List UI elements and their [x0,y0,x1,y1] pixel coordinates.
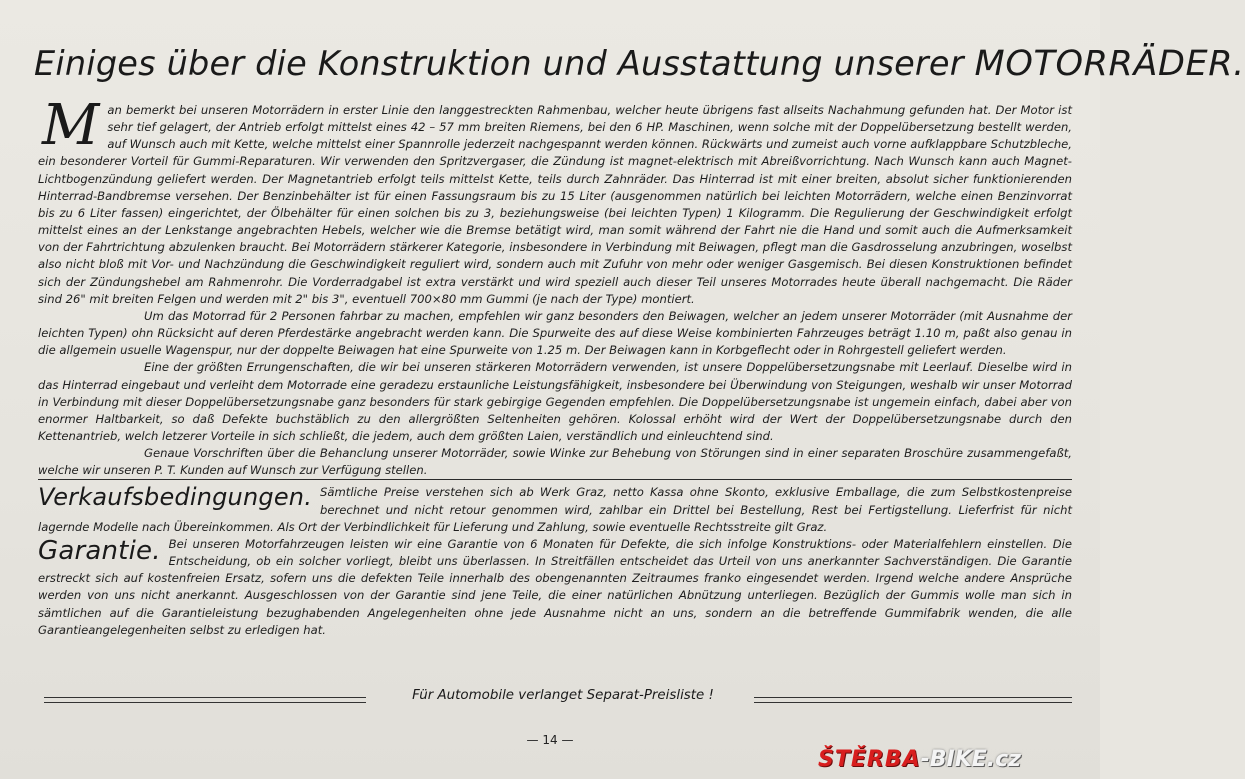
paragraph-construction-text: an bemerkt bei unseren Motorrädern in erster Linie den langgestreckten Rahmenbau, welcher heute übrigens fast allseits Nachahmung gefunden hat. Der Motor ist sehr tief gelagert, der Antrieb erfolgt mittelst eines 42 – 57 mm breiten Riemens, bei den 6 HP. Maschinen, wenn solche mit der Doppelübersetzung bestellt werden, auf Wunsch auch mit Kette, welche mittelst einer Spannrolle jederzeit nachgespannt werden können. Rückwärts und zumeist auch vorne aufklappbare Schutzbleche, ein besonderer Vorteil für Gummi-Reparaturen. Wir verwenden den Spritzvergaser, die Zündung ist magnet-elektrisch mit Abreißvorrichtung. Nach Wunsch kann auch Magnet-Lichtbogenzündung geliefert werden. Der Magnetantrieb erfolgt teils mittelst Kette, teils durch Zahnräder. Das Hinterrad ist mit einer breiten, absolut sicher funktionierenden Hinterrad-Bandbremse versehen. Der Benzinbehälter ist für einen Fassungsraum bis zu 15 Liter (ausgenommen natürlich bei leichten Motorrädern, welche einen Benzinvorrat bis zu 6 Liter fassen) eingerichtet, der Ölbehälter für einen solchen bis zu 3, beziehungsweise (bei leichten Typen) 1 Kilogramm. Die Regulierung der Geschwindigkeit erfolgt mittelst eines an der Lenkstange angebrachten Hebels, welcher wie die Bremse betätigt wird, man somit während der Fahrt nie die Hand und somit auch die Aufmerksamkeit von der Fahrtrichtung abzulenken braucht. Bei Motorrädern stärkerer Kategorie, insbesondere in Verbindung mit Beiwagen, pflegt man die Gasdrosselung anzubringen, woselbst also nicht bloß mit Vor- und Nachzündung die Geschwindigkeit reguliert wird, sondern auch mit Zufuhr von mehr oder weniger Gasgemisch. Bei diesen Konstruktionen befindet sich der Zündungshebel am Rahmenrohr. Die Vorderradgabel ist extra verstärkt und wird speziell auch dieser Teil unseres Motorrades heute überall nachgemacht. Die Räder sind 26" mit breiten Felgen und werden mit 2" bis 3", eventuell 700×80 mm Gummi (je nach der Type) montiert. [38,103,1072,306]
warranty-text: Bei unseren Motorfahrzeugen leisten wir eine Garantie von 6 Monaten für Defekte, die sich infolge Konstruktions- oder Materialfehlern einstellen. Die Entscheidung, ob ein solcher vorliegt, bleibt uns überlassen. In Streitfällen entscheidet das Urteil von uns anerkannter Sachverständigen. Die Garantie erstreckt sich auf kostenfreien Ersatz, sofern uns die defekten Teile innerhalb des obengenannten Zeitraumes franko eingesendet werden. Irgend welche andere Ansprüche werden von uns nicht anerkannt. Ausgeschlossen von der Garantie sind jene Teile, die einer natürlichen Abnützung unterliegen. Bezüglich der Gummis wolle man sich in sämtlichen auf die Garantieleistung bezughabenden Angelegenheiten ohne jede Ausnahme nicht an uns, sondern an die betreffende Gummifabrik wenden, die alle Garantieangelegenheiten selbst zu erledigen hat. [38,536,1072,637]
paragraph-construction [38,93,1072,308]
sales-terms-heading: Verkaufsbedingungen. [38,483,313,512]
paragraph-warranty [38,536,1072,639]
footer-text: Für Automobile verlanget Separat-Preisliste ! [412,688,714,703]
sales-terms-text: Sämtliche Preise verstehen sich ab Werk Graz, netto Kassa ohne Skonto, exklusive Emballage, die zum Selbstkostenpreise berechnet und nicht retour genommen wird, zahlbar ein Drittel bei Bestellung, Rest bei Fertigstellung. Lieferfrist für nicht lagernde Modelle nach Übereinkommen. Als Ort der Verbindlichkeit für Lieferung und Zahlung, sowie eventuelle Rechtsstreite gilt Graz. [38,485,1072,534]
watermark-brand: ŠTĚRBA [818,747,921,772]
paragraph-sidecar: Um das Motorrad für 2 Personen fahrbar zu machen, empfehlen wir ganz besonders den Beiwagen, welcher an jedem unserer Motorräder (mit Ausnahme der leichten Typen) ohn Rücksicht auf deren Pferdestärke angebracht werden kann. Die Spurweite des auf diese Weise kombinierten Fahrzeuges beträgt 1.10 m, paßt also genau in die allgemein usuelle Wagenspur, nur der doppelte Beiwagen hat eine Spurweite von 1.25 m. Der Beiwagen kann in Korbgeflecht oder in Rohrgestell geliefert werden. [38,308,1072,358]
paragraph-gear-hub: Eine der größten Errungenschaften, die wir bei unseren stärkeren Motorrädern verwenden, ist unsere Doppelübersetzungsnabe mit Leerlauf. Dieselbe wird in das Hinterrad eingebaut und verleiht dem Motorrade eine geradezu erstaunliche Leistungsfähigkeit, insbesondere bei Überwindung von Steigungen, weshalb wir unser Motorrad in Verbindung mit dieser Doppelübersetzungsnabe ganz besonders für stark gebirgige Gegenden empfehlen. Die Doppelübersetzungsnabe ist ungemein einfach, dabei aber von enormer Haltbarkeit, so daß Defekte buchstäblich zu den allergrößten Seltenheiten gehören. Kolossal erhöht wird der Wert der Doppelübersetzungsnabe durch den Kettenantrieb, welch letzerer Vorteile in sich schließt, die jedem, auch dem größten Laien, verständlich und einleuchtend sind. [38,360,1072,443]
watermark-logo [818,748,1021,772]
title-text: Einiges über die Konstruktion und Ausstattung unserer [34,44,975,83]
divider-left [44,697,366,703]
footer-note [44,688,1072,708]
body-text [38,93,1072,639]
title-caps: MOTORRÄDER. [974,44,1245,84]
paragraph-sales-terms [38,484,1072,535]
warranty-heading: Garantie. [38,535,161,566]
page-title [34,44,1245,84]
watermark-domain: -BIKE.cz [920,747,1021,772]
page-number: — 14 — [526,733,574,747]
paragraph-instructions: Genaue Vorschriften über die Behanclung unserer Motorräder, sowie Winke zur Behebung von Störungen sind in einer separaten Broschüre zusammengefaßt, welche wir unseren P. T. Kunden auf Wunsch zur Verfügung stellen. [38,445,1072,480]
drop-cap: M [42,93,100,158]
divider-right [754,697,1072,703]
